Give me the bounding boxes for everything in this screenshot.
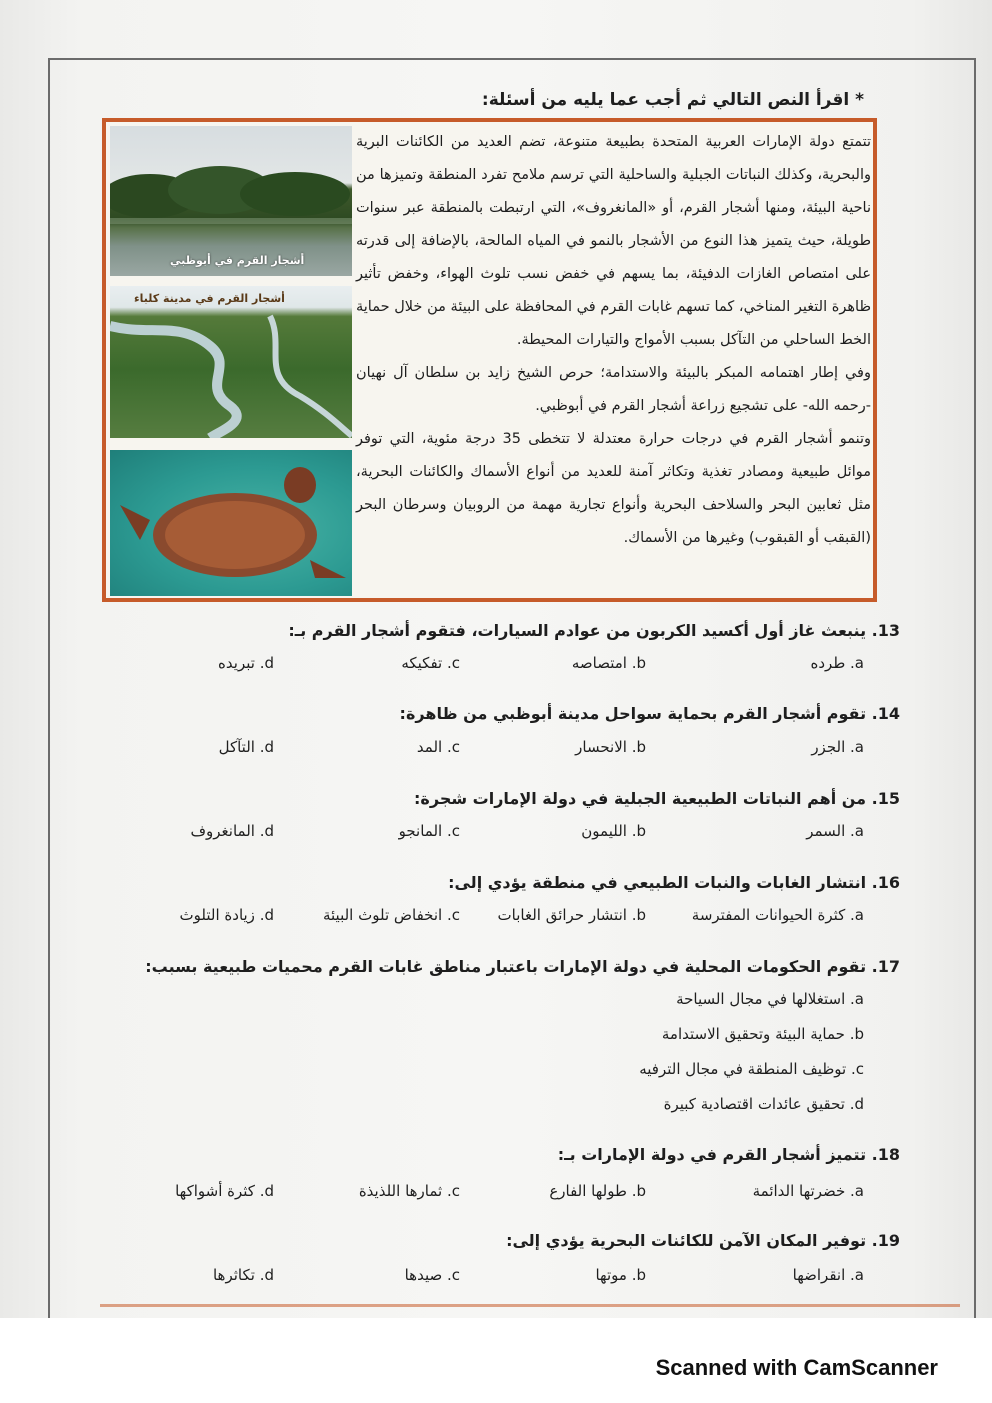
q18-option-d[interactable]: d. كثرة أشواكها	[175, 1182, 274, 1200]
q18-option-c[interactable]: c. ثمارها اللذيذة	[358, 1182, 460, 1200]
q19-option-a[interactable]: a. انقراضها	[792, 1266, 864, 1284]
mangrove-abudhabi-photo	[110, 126, 352, 276]
question-14: 14. تقوم أشجار القرم بحماية سواحل مدينة أبوظبي من ظاهرة:	[399, 704, 900, 723]
question-19: 19. توفير المكان الآمن للكائنات البحرية يؤدي إلى:	[506, 1231, 900, 1250]
q15-option-d[interactable]: d. المانغروف	[190, 822, 274, 840]
question-13: 13. ينبعث غاز أول أكسيد الكربون من عوادم السيارات، فتقوم أشجار القرم بـ:	[288, 621, 900, 640]
question-17: 17. تقوم الحكومات المحلية في دولة الإمارات باعتبار مناطق غابات القرم محميات طبيعية بسبب:	[145, 957, 900, 976]
q17-option-d[interactable]: d. تحقيق عائدات اقتصادية كبيرة	[663, 1095, 864, 1113]
q14-option-c[interactable]: c. المد	[416, 738, 460, 756]
q14-option-a[interactable]: a. الجزر	[811, 738, 864, 756]
q18-option-a[interactable]: a. خضرتها الدائمة	[752, 1182, 864, 1200]
q17-option-c[interactable]: c. توظيف المنطقة في مجال الترفيه	[639, 1060, 864, 1078]
bottom-frame-edge	[100, 1304, 960, 1307]
reading-passage-box	[102, 118, 877, 602]
q13-option-b[interactable]: b. امتصاصه	[571, 654, 646, 672]
q14-option-b[interactable]: b. الانحسار	[575, 738, 646, 756]
q14-option-d[interactable]: d. التآكل	[218, 738, 274, 756]
sea-turtle-photo	[110, 450, 352, 596]
question-15: 15. من أهم النباتات الطبيعية الجبلية في دولة الإمارات شجرة:	[414, 789, 900, 808]
q15-option-b[interactable]: b. الليمون	[581, 822, 646, 840]
q15-option-a[interactable]: a. السمر	[806, 822, 864, 840]
passage-text	[356, 126, 871, 555]
q19-option-d[interactable]: d. تكاثرها	[212, 1266, 274, 1284]
photo-caption-kalba: أشجار القرم في مدينة كلباء	[134, 292, 285, 305]
q16-option-d[interactable]: d. زيادة التلوث	[179, 906, 274, 924]
q18-option-b[interactable]: b. طولها الفارع	[549, 1182, 646, 1200]
passage-paragraph-1: تتمتع دولة الإمارات العربية المتحدة بطبيعة متنوعة، تضم العديد من الكائنات البرية والبحرية، وكذلك النباتات الجبلية والساحلية التي ترسم ملامح تفرد المنطقة وتميزها من ناحية البيئة، ومنها أشجار القرم، أو «المانغروف»، التي ارتبطت بالمنطقة عبر سنوات طويلة، حيث يتميز هذا النوع من الأشجار بالنمو في المياه المالحة، بالإضافة إلى قدرته على امتصاص الغازات الدفيئة، بما يسهم في خفض نسب تلوث الهواء، وخفض تأثير ظاهرة التغير المناخي، كما تسهم غابات القرم في المحافظة على البيئة من خلال حماية الخط الساحلي من التآكل بسبب الأمواج والتيارات المحيطة.	[356, 134, 871, 348]
passage-paragraph-2: وفي إطار اهتمامه المبكر بالبيئة والاستدامة؛ حرص الشيخ زايد بن سلطان آل نهيان -رحمه الله- على تشجيع زراعة أشجار القرم في أبوظبي.	[356, 365, 871, 414]
instruction-heading: * اقرأ النص التالي ثم أجب عما يليه من أسئلة:	[481, 90, 864, 110]
passage-paragraph-3: وتنمو أشجار القرم في درجات حرارة معتدلة لا تتخطى 35 درجة مئوية، التي توفر موائل طبيعية ومصادر تغذية وتكاثر آمنة للعديد من أنواع الأسماك والكائنات البحرية، مثل ثعابين البحر والسلاحف البحرية وأنواع تجارية مهمة من الروبيان وسرطان البحر (القبقب أو القبقوب) وغيرها من الأسماك.	[356, 431, 871, 546]
q13-option-d[interactable]: d. تبريده	[218, 654, 274, 672]
q13-option-a[interactable]: a. طرده	[810, 654, 864, 672]
question-18: 18. تتميز أشجار القرم في دولة الإمارات بـ:	[557, 1145, 900, 1164]
q16-option-c[interactable]: c. انخفاض تلوث البيئة	[322, 906, 460, 924]
river-channel-illustration	[110, 286, 352, 438]
q17-option-a[interactable]: a. استغلالها في مجال السياحة	[676, 990, 864, 1008]
photo-caption-abudhabi: أشجار القرم في أبوظبي	[170, 254, 305, 267]
q13-option-c[interactable]: c. تفكيكه	[401, 654, 460, 672]
q19-option-c[interactable]: c. صيدها	[404, 1266, 460, 1284]
question-16: 16. انتشار الغابات والنبات الطبيعي في منطقة يؤدي إلى:	[448, 873, 900, 892]
q16-option-a[interactable]: a. كثرة الحيوانات المفترسة	[691, 906, 864, 924]
q16-option-b[interactable]: b. انتشار حرائق الغابات	[497, 906, 646, 924]
mangrove-kalba-photo	[110, 286, 352, 438]
q19-option-b[interactable]: b. موتها	[595, 1266, 646, 1284]
q17-option-b[interactable]: b. حماية البيئة وتحقيق الاستدامة	[661, 1025, 864, 1043]
q15-option-c[interactable]: c. المانجو	[398, 822, 460, 840]
turtle-illustration	[110, 450, 352, 596]
camscanner-watermark: Scanned with CamScanner	[655, 1355, 938, 1380]
